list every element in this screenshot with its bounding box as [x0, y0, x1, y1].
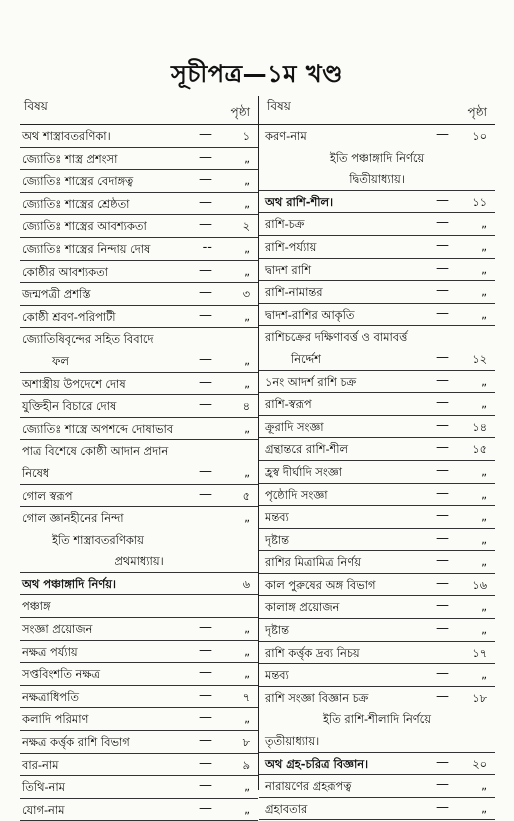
toc-page-number: „ — [481, 284, 487, 299]
toc-row — [20, 618, 258, 641]
toc-page-number: ১ — [242, 129, 250, 143]
toc-leader-dash: — — [199, 172, 212, 188]
toc-row — [20, 125, 258, 148]
toc-page-number: „ — [481, 486, 487, 501]
toc-page-number: „ — [244, 375, 250, 390]
toc-entry-title: দৃষ্টান্ত — [265, 532, 289, 547]
toc-page-number: „ — [481, 373, 487, 388]
toc-leader-dash: — — [199, 307, 212, 323]
toc-page-number: ১২ — [472, 351, 487, 366]
toc-row — [259, 125, 495, 147]
toc-row — [20, 641, 258, 664]
toc-row — [259, 642, 495, 665]
toc-entry-title: হ্রস্ব দীর্ঘাদি সংজ্ঞা — [265, 464, 342, 479]
toc-page-number: „ — [244, 666, 250, 681]
toc-leader-dash: — — [199, 710, 212, 726]
toc-entry-title: কাল পুরুষের অঙ্গ বিভাগ — [265, 577, 376, 592]
page-heading: পৃষ্ঠা — [230, 105, 250, 119]
toc-row — [20, 595, 258, 618]
toc-entry-title: ১নং আদর্শ রাশি চক্র — [265, 374, 357, 389]
toc-page-number: ১৬ — [472, 577, 487, 592]
toc-page-number: „ — [481, 238, 487, 253]
toc-entry-title: জ্যোতিঃ শাস্ত্রে অপশব্দে দোষাভাব — [22, 421, 174, 436]
toc-leader-dash: — — [436, 283, 449, 299]
toc-entry-title: অথ রাশি-শীল। — [265, 194, 334, 209]
toc-entry-title: মন্তব্য — [265, 510, 289, 525]
toc-row — [259, 753, 495, 776]
toc-entry-title: অথ শাস্ত্রাবতরণিকা। — [22, 129, 111, 143]
toc-entry-title: দৃষ্টান্ত — [265, 623, 289, 638]
toc-leader-dash: — — [199, 149, 212, 165]
toc-entry-title: ইতি রাশি-শীলাদি নির্ণয়ে — [323, 712, 431, 727]
toc-row — [259, 619, 495, 642]
toc-row — [259, 147, 495, 169]
toc-row — [259, 236, 495, 259]
toc-row — [259, 371, 495, 394]
toc-leader-dash: — — [436, 349, 449, 365]
toc-row — [20, 708, 258, 731]
toc-row — [259, 551, 495, 574]
toc-row — [259, 506, 495, 529]
toc-row — [20, 754, 258, 777]
toc-leader-dash: — — [436, 508, 449, 524]
toc-entry-title: অথ পঞ্চাঙ্গাদি নির্ণয়। — [22, 576, 116, 591]
toc-page-number: „ — [481, 622, 487, 637]
right-column-header — [259, 96, 495, 125]
toc-leader-dash: — — [436, 395, 449, 411]
toc-row — [20, 418, 258, 441]
left-rows — [20, 125, 258, 821]
toc-page-number: „ — [481, 463, 487, 478]
toc-page-number: „ — [481, 216, 487, 231]
toc-row — [259, 708, 495, 730]
toc-page-number: ৬ — [242, 576, 250, 591]
toc-leader-dash: -- — [202, 239, 212, 255]
toc-row — [259, 259, 495, 282]
toc-page-number: „ — [244, 263, 250, 278]
toc-page-number: ২ — [242, 219, 250, 234]
toc-leader-dash: — — [199, 642, 212, 658]
toc-page-number: „ — [481, 800, 487, 815]
toc-entry-title: রাশি-নামান্তর — [265, 285, 323, 300]
toc-entry-title: জন্মপত্রী প্রশস্তি — [22, 287, 91, 302]
toc-page-number: ৪ — [242, 399, 250, 414]
left-column — [20, 96, 258, 821]
toc-page-number: „ — [244, 195, 250, 210]
toc-page-number: ১৭ — [472, 645, 487, 660]
toc-row — [259, 596, 495, 619]
toc-leader-dash: — — [199, 486, 212, 502]
toc-leader-dash: — — [199, 778, 212, 794]
toc-page-number: ৩ — [242, 287, 250, 302]
toc-leader-dash: — — [436, 305, 449, 321]
toc-entry-title: কোষ্ঠী শ্রবণ-পরিপাটী — [22, 309, 116, 324]
toc-row — [259, 461, 495, 484]
toc-leader-dash: — — [199, 733, 212, 749]
toc-row — [20, 238, 258, 261]
toc-entry-title: নিষেধ — [22, 465, 50, 480]
toc-page-number: ৮ — [242, 735, 250, 750]
toc-page-number: ৯ — [242, 757, 250, 772]
toc-page-number: ১৮ — [472, 690, 487, 705]
toc-row — [20, 148, 258, 171]
toc-entry-title: কালাঙ্গ প্রয়োজন — [265, 600, 340, 615]
toc-row — [20, 731, 258, 754]
toc-row — [259, 484, 495, 507]
toc-row — [20, 283, 258, 306]
toc-page-number: ৭ — [242, 689, 250, 704]
toc-page-number: „ — [481, 531, 487, 546]
toc-leader-dash: — — [436, 598, 449, 614]
toc-page-number: „ — [244, 420, 250, 435]
toc-entry-title: রাশিচক্রের দক্ষিণাবর্ত্ত ও বামাবর্ত্ত — [265, 330, 408, 345]
subject-heading: বিষয় — [24, 99, 48, 113]
toc-page-number: „ — [244, 308, 250, 323]
toc-entry-title: মন্তব্য — [265, 668, 289, 683]
page-title: সূচীপত্র—১ম খণ্ড — [171, 60, 343, 88]
toc-row — [20, 328, 258, 350]
toc-page-number: „ — [244, 173, 250, 188]
toc-entry-title: কোষ্ঠীর আবশ্যকতা — [22, 264, 108, 279]
toc-entry-title: দ্বাদশ-রাশির আকৃতি — [265, 307, 355, 322]
toc-row — [20, 193, 258, 216]
toc-leader-dash: — — [436, 127, 449, 142]
toc-entry-title: পাত্র বিশেষে কোষ্ঠী আদান প্রদান — [22, 444, 169, 459]
toc-page-number: „ — [481, 509, 487, 524]
toc-entry-title: যুক্তিহীন বিচারে দোষ — [22, 399, 117, 414]
toc-page-number: „ — [481, 778, 487, 793]
toc-leader-dash: — — [436, 621, 449, 637]
toc-page-number: „ — [244, 711, 250, 726]
toc-row — [259, 168, 495, 191]
toc-row — [20, 462, 258, 485]
right-column — [258, 96, 495, 816]
toc-leader-dash: — — [199, 217, 212, 233]
toc-entry-title: কলাদি পরিমাণ — [22, 712, 89, 727]
toc-entry-title: অশাস্ত্রীয় উপদেশে দোষ — [22, 376, 126, 391]
toc-page-number: „ — [244, 801, 250, 816]
toc-page-number: „ — [481, 306, 487, 321]
toc-row — [259, 775, 495, 798]
toc-row — [259, 529, 495, 552]
toc-entry-title: নক্ষত্র কর্ত্তৃক রাশি বিভাগ — [22, 735, 130, 750]
toc-entry-title: বার-নাম — [22, 757, 59, 772]
toc-leader-dash: — — [436, 754, 449, 770]
toc-leader-dash: — — [436, 237, 449, 253]
toc-row — [20, 550, 258, 573]
toc-entry-title: জ্যোতিঃ শাস্ত্রের বেদাঙ্গত্ব — [22, 174, 134, 189]
toc-row — [259, 574, 495, 597]
toc-page-number: „ — [244, 779, 250, 794]
toc-page-number: ১০ — [472, 129, 487, 143]
toc-row — [259, 213, 495, 236]
toc-row — [20, 485, 258, 508]
toc-leader-dash: — — [199, 620, 212, 636]
toc-entry-title: রাশি কর্ত্তৃক দ্রব্য নিচয় — [265, 645, 360, 660]
toc-row — [259, 393, 495, 416]
toc-leader-dash: — — [436, 575, 449, 591]
toc-entry-title: ইতি পঞ্চাঙ্গাদি নির্ণয়ে — [329, 150, 425, 165]
toc-entry-title: তিথি-নাম — [22, 780, 65, 795]
toc-page-number: ২০ — [472, 756, 487, 771]
toc-entry-title: সপ্তবিংশতি নক্ষত্র — [22, 667, 100, 682]
toc-page-number: „ — [244, 464, 250, 479]
toc-page-number: „ — [481, 261, 487, 276]
toc-leader-dash: — — [199, 351, 212, 367]
toc-leader-dash: — — [436, 462, 449, 478]
toc-entry-title: পৃষ্ঠোদি সংজ্ঞা — [265, 487, 328, 502]
toc-row — [20, 776, 258, 799]
toc-page-number: ১৪ — [472, 419, 487, 434]
toc-entry-title: তৃতীয়াধ্যায়। — [265, 734, 320, 749]
toc-entry-title: গ্রন্থান্তরে রাশি-শীল — [265, 442, 349, 457]
toc-row — [20, 306, 258, 329]
toc-page-number: „ — [481, 554, 487, 569]
toc-row — [259, 281, 495, 304]
toc-row — [20, 686, 258, 709]
toc-page-number: „ — [481, 396, 487, 411]
toc-leader-dash: — — [199, 374, 212, 390]
page-heading: পৃষ্ঠা — [467, 105, 487, 119]
left-column-header — [20, 96, 258, 125]
toc-leader-dash: — — [199, 285, 212, 301]
toc-entry-title: রাশি-স্বরূপ — [265, 397, 312, 412]
toc-page-number: „ — [244, 240, 250, 255]
toc-leader-dash: — — [436, 485, 449, 501]
toc-leader-dash: — — [199, 755, 212, 771]
toc-leader-dash: — — [436, 260, 449, 276]
toc-row — [20, 573, 258, 596]
toc-entry-title: জ্যোতিঃ শাস্ত্রের শ্রেষ্ঠতা — [22, 196, 130, 211]
toc-leader-dash: — — [436, 192, 449, 208]
toc-page-number: „ — [244, 621, 250, 636]
toc-entry-title: রাশি সংজ্ঞা বিজ্ঞান চক্র — [265, 690, 369, 705]
toc-entry-title: ফল — [52, 353, 69, 368]
toc-page-number: „ — [244, 510, 250, 525]
toc-row — [20, 440, 258, 462]
toc-leader-dash: — — [436, 440, 449, 456]
toc-page-number: „ — [481, 667, 487, 682]
toc-leader-dash: — — [436, 372, 449, 388]
toc-leader-dash: — — [436, 215, 449, 231]
toc-page-number: ৫ — [242, 488, 250, 503]
toc-row — [20, 261, 258, 284]
toc-leader-dash: — — [199, 665, 212, 681]
toc-row — [20, 799, 258, 821]
toc-page-number: „ — [244, 150, 250, 165]
toc-leader-dash: — — [199, 463, 212, 479]
toc-entry-title: নির্দ্দেশ — [291, 351, 321, 366]
toc-row — [20, 350, 258, 373]
toc-entry-title: গোল জ্ঞানহীনের নিন্দা — [22, 511, 124, 526]
toc-row — [259, 348, 495, 371]
toc-entry-title: নক্ষত্রাধিপতি — [22, 689, 79, 704]
toc-entry-title: গোল স্বরূপ — [22, 488, 73, 503]
toc-page-number: „ — [244, 352, 250, 367]
toc-entry-title: সংজ্ঞা প্রয়োজন — [22, 622, 93, 637]
toc-entry-title: নারায়ণের গ্রহরূপত্ব — [265, 779, 352, 794]
toc-leader-dash: — — [199, 397, 212, 413]
toc-leader-dash: — — [436, 666, 449, 682]
toc-entry-title: জ্যোতিষিবৃন্দের সহিত বিবাদে — [22, 332, 154, 347]
toc-entry-title: জ্যোতিঃ শাস্ত্র প্রশংসা — [22, 151, 118, 166]
toc-row — [20, 395, 258, 418]
toc-leader-dash: — — [199, 127, 212, 142]
toc-leader-dash: — — [199, 800, 212, 816]
toc-leader-dash: — — [199, 687, 212, 703]
subject-heading: বিষয় — [267, 99, 291, 113]
toc-entry-title: করণ-নাম — [265, 129, 307, 143]
toc-leader-dash: — — [436, 777, 449, 793]
toc-entry-title: প্রথমাধ্যায়। — [114, 554, 164, 569]
toc-row — [20, 373, 258, 396]
toc-entry-title: ইতি শাস্ত্রাবতরণিকায় — [52, 532, 144, 547]
toc-row — [259, 687, 495, 709]
toc-entry-title: রাশি-পর্য্যায় — [265, 239, 317, 254]
toc-entry-title: জ্যোতিঃ শাস্ত্রের নিন্দায় দোষ — [22, 241, 151, 256]
toc-entry-title: পঞ্চাঙ্গ — [22, 599, 51, 614]
toc-entry-title: রাশির মিত্রামিত্র নির্ণয় — [265, 555, 361, 570]
toc-leader-dash: — — [199, 262, 212, 278]
toc-entry-title: অথ গ্রহ-চরিত্র বিজ্ঞান। — [265, 756, 369, 771]
toc-row — [20, 170, 258, 193]
toc-row — [259, 326, 495, 348]
toc-leader-dash: — — [199, 194, 212, 210]
right-rows — [259, 125, 495, 820]
toc-entry-title: রাশি-চক্র — [265, 217, 305, 232]
toc-row — [259, 798, 495, 821]
toc-page-number: ১৫ — [472, 442, 487, 457]
toc-row — [259, 304, 495, 327]
toc-leader-dash: — — [436, 688, 449, 704]
toc-row — [259, 730, 495, 753]
toc-page-number: ১১ — [472, 194, 487, 209]
toc-entry-title: গ্রহাবতার — [265, 801, 308, 816]
toc-entry-title: ক্রূরাদি সংজ্ঞা — [265, 419, 324, 434]
toc-page-number: „ — [244, 643, 250, 658]
toc-leader-dash: — — [436, 530, 449, 546]
toc-row — [259, 438, 495, 461]
toc-page-number: „ — [481, 599, 487, 614]
toc-row — [20, 663, 258, 686]
toc-leader-dash: — — [436, 553, 449, 569]
toc-entry-title: যোগ-নাম — [22, 802, 65, 817]
toc-entry-title: দ্বিতীয়াধ্যায়। — [349, 172, 405, 187]
toc-row — [20, 215, 258, 238]
toc-leader-dash: — — [436, 417, 449, 433]
toc-entry-title: জ্যোতিঃ শাস্ত্রের আবশ্যকতা — [22, 219, 147, 234]
toc-row — [20, 529, 258, 551]
toc-entry-title: দ্বাদশ রাশি — [265, 262, 311, 277]
toc-row — [259, 416, 495, 439]
toc-row — [259, 664, 495, 687]
toc-entry-title: নক্ষত্র পর্য্যায় — [22, 644, 78, 659]
toc-leader-dash: — — [436, 799, 449, 815]
toc-row — [259, 191, 495, 214]
toc-row — [20, 507, 258, 529]
